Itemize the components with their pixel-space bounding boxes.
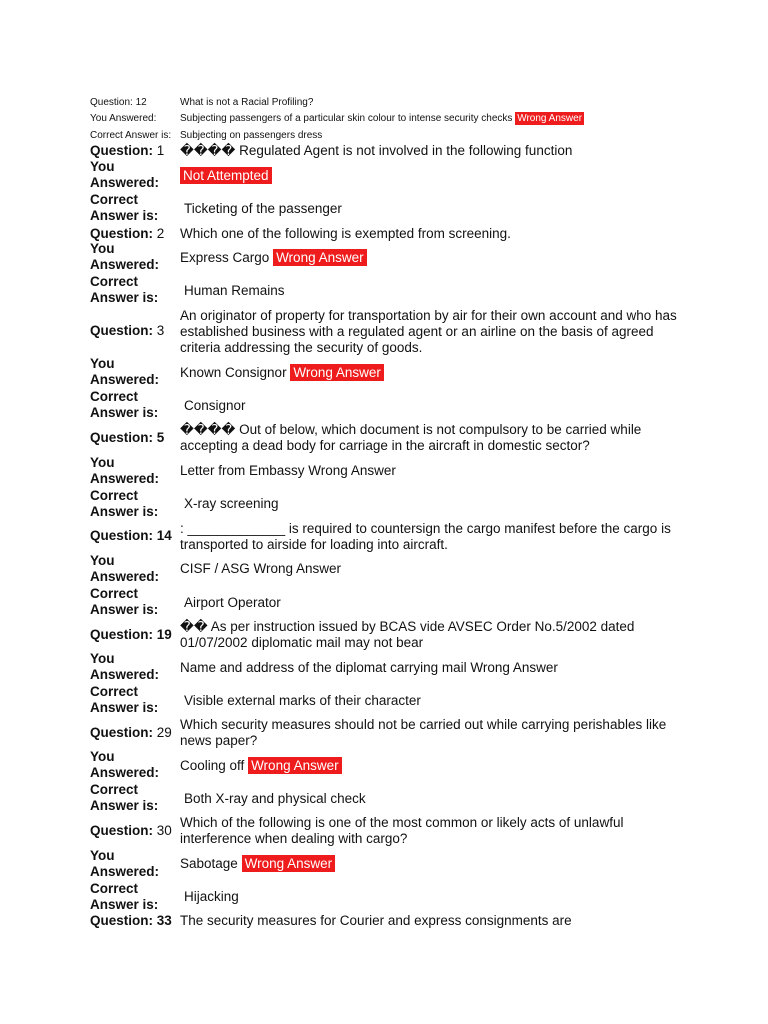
answer-is-label-line: Answer is: [90,290,159,305]
correct-answer-label [90,488,178,520]
answer-is-label-line: Answer is: [90,897,159,912]
header-question-text: What is not a Racial Profiling? [180,97,314,108]
you-answered-value [180,168,680,184]
answered-label-line: Answered: [90,372,160,387]
you-answered-value [180,561,680,577]
answer-is-label-line: Answer is: [90,405,159,420]
answer-is-label-line: Answer is: [90,504,159,519]
correct-label-line: Correct [90,488,139,503]
correct-label-line: Correct [90,192,139,207]
correct-label-line: Correct [90,782,139,797]
correct-answer-label [90,881,178,913]
correct-label-line: Correct [90,274,139,289]
you-label-line: You [90,749,115,764]
you-answered-label [90,356,178,388]
question-label-text: Question: [90,913,153,928]
question-number: 14 [156,528,172,543]
you-label-line: You [90,159,115,174]
you-answered-value [180,463,680,479]
question-label-text: Question: [90,823,153,838]
header-you-answered-value [180,113,584,125]
you-answered-value [180,856,680,872]
you-answered-value [180,660,680,676]
question-number: 30 [156,823,172,838]
question-text: An originator of property for transportation by air for their own account and who has established business with a regulated agent or an airline on the basis of agreed criteria addressing the security of goods. [180,308,677,355]
question-label [90,725,178,741]
question-label [90,430,178,446]
you-label-line: You [90,848,115,863]
answer-text: Sabotage [180,856,238,871]
answer-text: Express Cargo [180,250,270,265]
question-label [90,627,178,643]
answered-label-line: Answered: [90,471,160,486]
question-number: 19 [156,627,172,642]
header-correct-answer-text: Subjecting on passengers dress [180,130,323,141]
answered-label-line: Answered: [90,864,160,879]
correct-label-line: Correct [90,586,139,601]
question-label-text: Question: [90,627,153,642]
answer-text: CISF / ASG Wrong Answer [180,561,342,576]
header-question-label: Question: 12 [90,97,147,108]
answer-text: Known Consignor [180,365,287,380]
header-answer-text: Subjecting passengers of a particular skin colour to intense security checks [180,113,513,124]
question-label-text: Question: [90,430,153,445]
question-number: 1 [156,143,165,158]
question-label [90,823,178,839]
answered-label-line: Answered: [90,569,160,584]
you-answered-value [180,758,680,774]
correct-answer-text: Visible external marks of their character [184,693,421,708]
correct-answer-label [90,192,178,224]
answer-text: Letter from Embassy Wrong Answer [180,463,396,478]
answered-label-line: Answered: [90,765,160,780]
question-text: ���� Out of below, which document is not compulsory to be carried while accepting a dead body for carriage in the aircraft in domestic sector? [180,422,642,453]
answer-status-badge: Not Attempted [180,167,272,184]
correct-label-line: Correct [90,389,139,404]
correct-answer-text: Human Remains [184,283,285,298]
question-label [90,528,178,544]
question-label [90,323,178,339]
answered-label-line: Answered: [90,667,160,682]
question-label-text: Question: [90,226,153,241]
you-answered-label [90,651,178,683]
question-text: �� As per instruction issued by BCAS vide AVSEC Order No.5/2002 dated 01/07/2002 diplomatic mail may not bear [180,619,635,650]
you-answered-label [90,749,178,781]
correct-label-line: Correct [90,881,139,896]
question-text: The security measures for Courier and express consignments are [180,913,572,928]
you-answered-value [180,365,680,381]
you-answered-label [90,241,178,273]
you-label-line: You [90,553,115,568]
question-text: Which of the following is one of the most common or likely acts of unlawful interference when dealing with cargo? [180,815,624,846]
question-label [90,143,178,159]
you-answered-label [90,848,178,880]
question-label-text: Question: [90,725,153,740]
answered-label-line: Answered: [90,257,160,272]
you-answered-label [90,159,178,191]
question-number: 5 [156,430,165,445]
correct-answer-label [90,782,178,814]
correct-answer-text: Hijacking [184,889,239,904]
you-label-line: You [90,651,115,666]
header-you-answered-label: You Answered: [90,113,157,124]
header-wrong-answer-badge: Wrong Answer [517,113,583,124]
you-label-line: You [90,241,115,256]
you-answered-value [180,250,680,266]
correct-answer-text: Airport Operator [184,595,281,610]
question-text: Which security measures should not be carried out while carrying perishables like news paper? [180,717,667,748]
answer-is-label-line: Answer is: [90,602,159,617]
correct-answer-text: Both X-ray and physical check [184,791,366,806]
question-text: : _____________ is required to countersign the cargo manifest before the cargo is transported to airside for loading into aircraft. [180,521,671,552]
correct-answer-label [90,684,178,716]
correct-label-line: Correct [90,684,139,699]
question-label [90,913,178,929]
answer-status-badge: Wrong Answer [242,855,336,872]
question-label-text: Question: [90,323,153,338]
correct-answer-text: Consignor [184,398,246,413]
you-label-line: You [90,356,115,371]
answered-label-line: Answered: [90,175,160,190]
question-number: 29 [156,725,172,740]
you-answered-label [90,455,178,487]
correct-answer-label [90,389,178,421]
question-text: Which one of the following is exempted from screening. [180,226,511,241]
answer-status-badge: Wrong Answer [290,364,384,381]
question-label [90,226,178,242]
answer-status-badge: Wrong Answer [273,249,367,266]
answer-status-badge: Wrong Answer [248,757,342,774]
correct-answer-text: X-ray screening [184,496,279,511]
answer-text: Cooling off [180,758,245,773]
answer-text: Name and address of the diplomat carrying mail Wrong Answer [180,660,558,675]
you-label-line: You [90,455,115,470]
answer-is-label-line: Answer is: [90,700,159,715]
question-label-text: Question: [90,143,153,158]
correct-answer-label [90,586,178,618]
question-text: ���� Regulated Agent is not involved in the following function [180,143,573,158]
correct-answer-text: Ticketing of the passenger [184,201,342,216]
question-label-text: Question: [90,528,153,543]
answer-is-label-line: Answer is: [90,798,159,813]
you-answered-label [90,553,178,585]
answer-is-label-line: Answer is: [90,208,159,223]
question-number: 3 [156,323,165,338]
header-correct-answer-label: Correct Answer is: [90,130,172,141]
correct-answer-label [90,274,178,306]
question-number: 2 [156,226,165,241]
question-number: 33 [156,913,172,928]
